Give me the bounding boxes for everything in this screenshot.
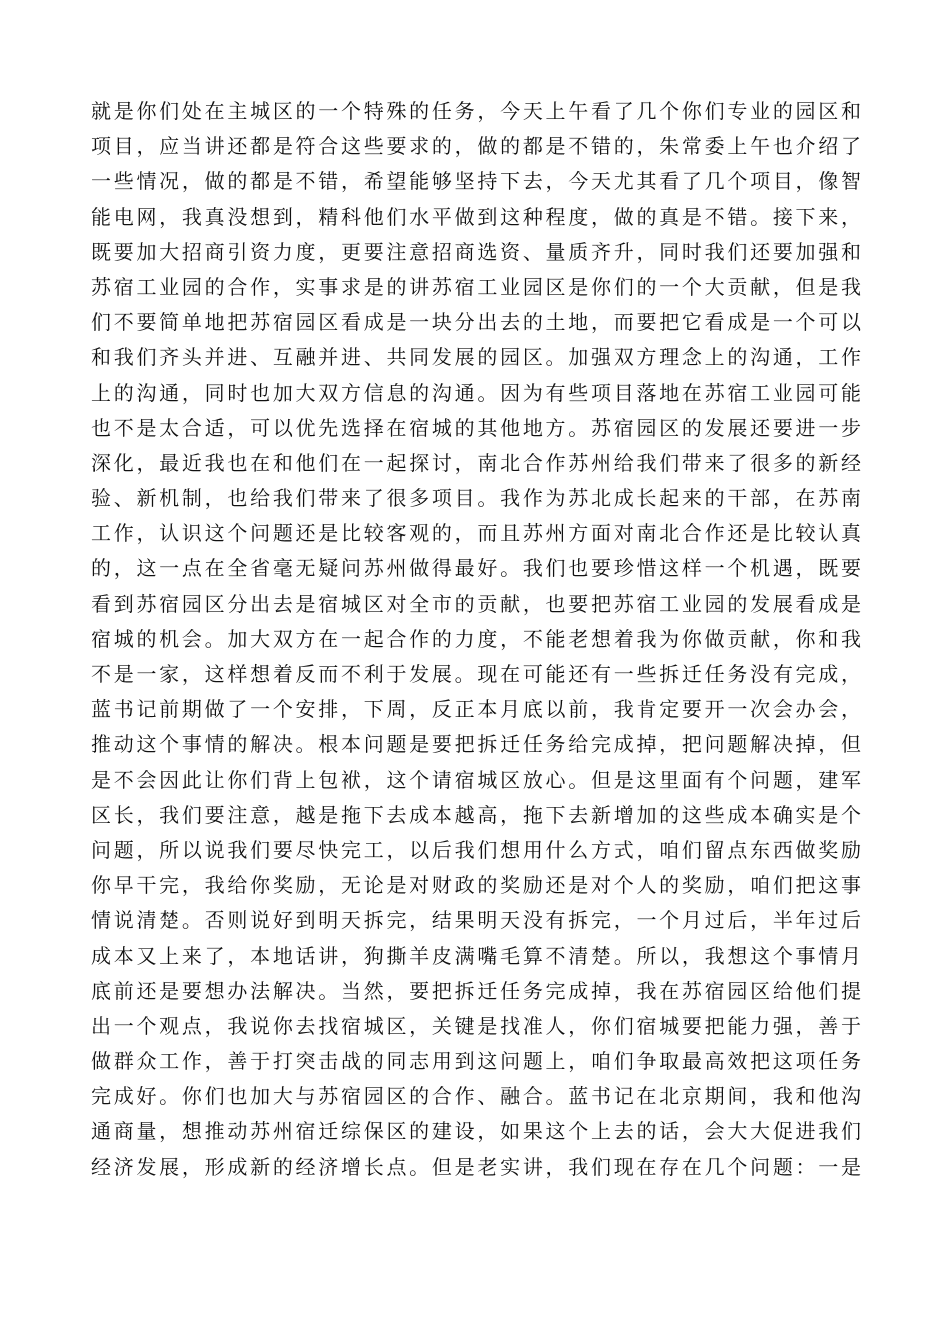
text-line: 底前还是要想办法解决。当然，要把拆迁任务完成掉，我在苏宿园区给他们提 bbox=[91, 978, 861, 1003]
text-line: 区长，我们要注意，越是拖下去成本越高，拖下去新增加的这些成本确实是个 bbox=[91, 802, 861, 827]
text-line: 是不会因此让你们背上包袱，这个请宿城区放心。但是这里面有个问题，建军 bbox=[91, 767, 861, 792]
text-line: 不是一家，这样想着反而不利于发展。现在可能还有一些拆迁任务没有完成， bbox=[91, 662, 861, 686]
text-line: 蓝书记前期做了一个安排，下周，反正本月底以前，我肯定要开一次会办会， bbox=[91, 697, 861, 722]
text-line: 工作，认识这个问题还是比较客观的，而且苏州方面对南北合作还是比较认真 bbox=[91, 521, 861, 546]
text-line: 既要加大招商引资力度，更要注意招商选资、量质齐升，同时我们还要加强和 bbox=[91, 239, 861, 264]
text-line: 经济发展，形成新的经济增长点。但是老实讲，我们现在存在几个问题：一是 bbox=[91, 1154, 861, 1179]
text-line: 你早干完，我给你奖励，无论是对财政的奖励还是对个人的奖励，咱们把这事 bbox=[91, 873, 861, 898]
text-line: 苏宿工业园的合作，实事求是的讲苏宿工业园区是你们的一个大贡献，但是我 bbox=[91, 274, 861, 299]
text-line: 完成好。你们也加大与苏宿园区的合作、融合。蓝书记在北京期间，我和他沟 bbox=[91, 1084, 861, 1109]
text-line: 看到苏宿园区分出去是宿城区对全市的贡献，也要把苏宿工业园的发展看成是 bbox=[91, 591, 861, 616]
text-line: 出一个观点，我说你去找宿城区，关键是找准人，你们宿城要把能力强，善于 bbox=[91, 1013, 861, 1038]
text-line: 也不是太合适，可以优先选择在宿城的其他地方。苏宿园区的发展还要进一步 bbox=[91, 415, 861, 440]
text-line: 通商量，想推动苏州宿迁综保区的建设，如果这个上去的话，会大大促进我们 bbox=[91, 1119, 861, 1144]
text-line: 问题，所以说我们要尽快完工，以后我们想用什么方式，咱们留点东西做奖励 bbox=[91, 837, 861, 862]
text-line: 就是你们处在主城区的一个特殊的任务，今天上午看了几个你们专业的园区和 bbox=[91, 99, 861, 123]
text-line: 验、新机制，也给我们带来了很多项目。我作为苏北成长起来的干部，在苏南 bbox=[91, 486, 861, 511]
text-line: 做群众工作，善于打突击战的同志用到这问题上，咱们争取最高效把这项任务 bbox=[91, 1049, 861, 1074]
text-line: 深化，最近我也在和他们在一起探讨，南北合作苏州给我们带来了很多的新经 bbox=[91, 450, 861, 475]
text-line: 和我们齐头并进、互融并进、共同发展的园区。加强双方理念上的沟通，工作 bbox=[91, 345, 861, 370]
text-line: 情说清楚。否则说好到明天拆完，结果明天没有拆完，一个月过后，半年过后 bbox=[91, 908, 861, 933]
body-text bbox=[91, 94, 861, 1185]
text-line: 推动这个事情的解决。根本问题是要把拆迁任务给完成掉，把问题解决掉，但 bbox=[91, 732, 861, 757]
text-line: 的，这一点在全省毫无疑问苏州做得最好。我们也要珍惜这样一个机遇，既要 bbox=[91, 556, 861, 581]
text-line: 宿城的机会。加大双方在一起合作的力度，不能老想着我为你做贡献，你和我 bbox=[91, 626, 861, 651]
text-line: 成本又上来了，本地话讲，狗撕羊皮满嘴毛算不清楚。所以，我想这个事情月 bbox=[91, 943, 861, 968]
text-line: 能电网，我真没想到，精科他们水平做到这种程度，做的真是不错。接下来， bbox=[91, 204, 861, 229]
text-line: 项目，应当讲还都是符合这些要求的，做的都是不错的，朱常委上午也介绍了 bbox=[91, 134, 861, 159]
text-line: 上的沟通，同时也加大双方信息的沟通。因为有些项目落地在苏宿工业园可能 bbox=[91, 380, 861, 405]
text-line: 们不要简单地把苏宿园区看成是一块分出去的土地，而要把它看成是一个可以 bbox=[91, 310, 861, 335]
text-line: 一些情况，做的都是不错，希望能够坚持下去，今天尤其看了几个项目，像智 bbox=[91, 169, 861, 194]
